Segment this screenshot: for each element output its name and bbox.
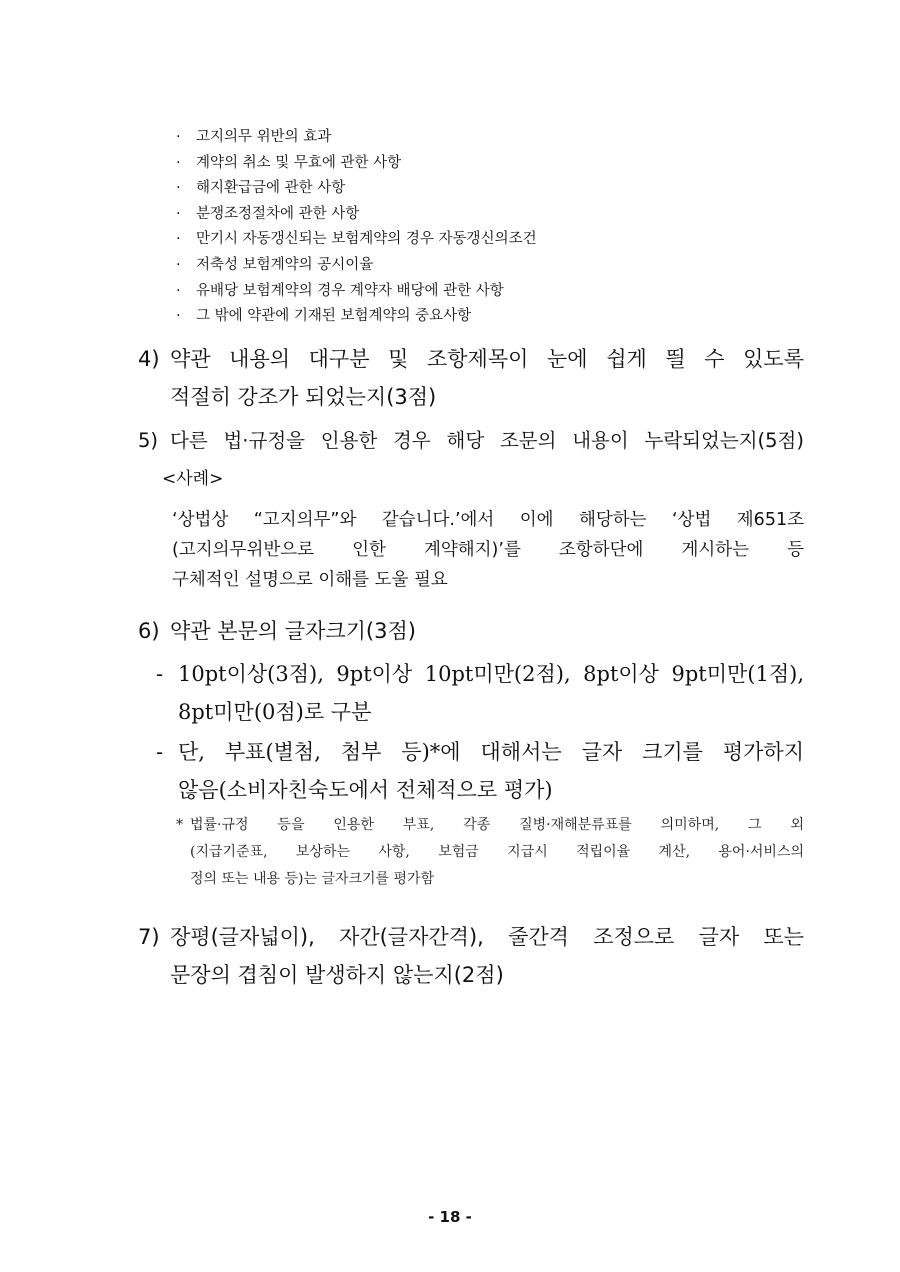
criterion-text: 약관 본문의 글자크기(3점) [170, 619, 416, 643]
criterion-number: 4) [138, 347, 160, 371]
criterion-6 [138, 612, 804, 650]
criterion-4 [138, 340, 804, 416]
example-label: <사례> [162, 469, 224, 489]
list-item: · 계약의 취소 및 무효에 관한 사항 [176, 154, 402, 171]
list-item: · 분쟁조정절차에 관한 사항 [176, 205, 360, 222]
list-item: · 유배당 보험계약의 경우 계약자 배당에 관한 사항 [176, 282, 504, 299]
criterion-number: 7) [138, 925, 160, 949]
page-number: - 18 - [428, 1208, 472, 1226]
criterion-text: 장평(글자넓이), 자간(글자간격), 줄간격 조정으로 글자 또는 [170, 925, 804, 949]
list-item: · 저축성 보험계약의 공시이율 [176, 256, 374, 273]
list-item: · 만기시 자동갱신되는 보험계약의 경우 자동갱신의조건 [176, 231, 537, 248]
bullet-list [176, 125, 816, 330]
criterion-text: 다른 법·규정을 인용한 경우 해당 조문의 내용이 누락되었는지(5점) [170, 429, 804, 452]
list-item: · 해지환급금에 관한 사항 [176, 180, 346, 197]
list-item: · 그 밖에 약관에 기재된 보험계약의 중요사항 [176, 308, 472, 325]
criterion-number: 5) [138, 429, 159, 452]
criterion-number: 6) [138, 619, 160, 643]
example-text: ‘상법상 “고지의무”와 같습니다.’에서 이에 해당하는 ‘상법 제651조 (고지의무위반으로 인한 계약해지)’를 조항하단에 게시하는 등 구체적인 설명으로 이해를 도울 필요 [172, 510, 804, 590]
criterion-text: 약관 내용의 대구분 및 조항제목이 눈에 쉽게 띌 수 있도록 [170, 347, 804, 371]
criterion-text-continued: 문장의 겹침이 발생하지 않는지(2점) [170, 963, 504, 987]
list-item: · 고지의무 위반의 효과 [176, 129, 332, 145]
criterion-text-continued: 적절히 강조가 되었는지(3점) [170, 385, 437, 409]
criterion-5 [138, 422, 804, 460]
font-size-scoring-point: - 10pt이상(3점), 9pt이상 10pt미만(2점), 8pt이상 9pt미만(1점), 8pt미만(0점)로 구분 [156, 662, 804, 724]
criterion-7 [138, 918, 804, 994]
appendix-exception-point: - 단, 부표(별첨, 첨부 등)*에 대해서는 글자 크기를 평가하지 않음(소비자친숙도에서 전체적으로 평가) [156, 740, 804, 802]
footnote: * 법률·규정 등을 인용한 부표, 각종 질병·재해분류표를 의미하며, 그 외 (지급기준표, 보상하는 사항, 보험금 지급시 적립이율 계산, 용어·서비스의 정의 또는 내용 등)는 글자크기를 평가함 [176, 817, 804, 887]
